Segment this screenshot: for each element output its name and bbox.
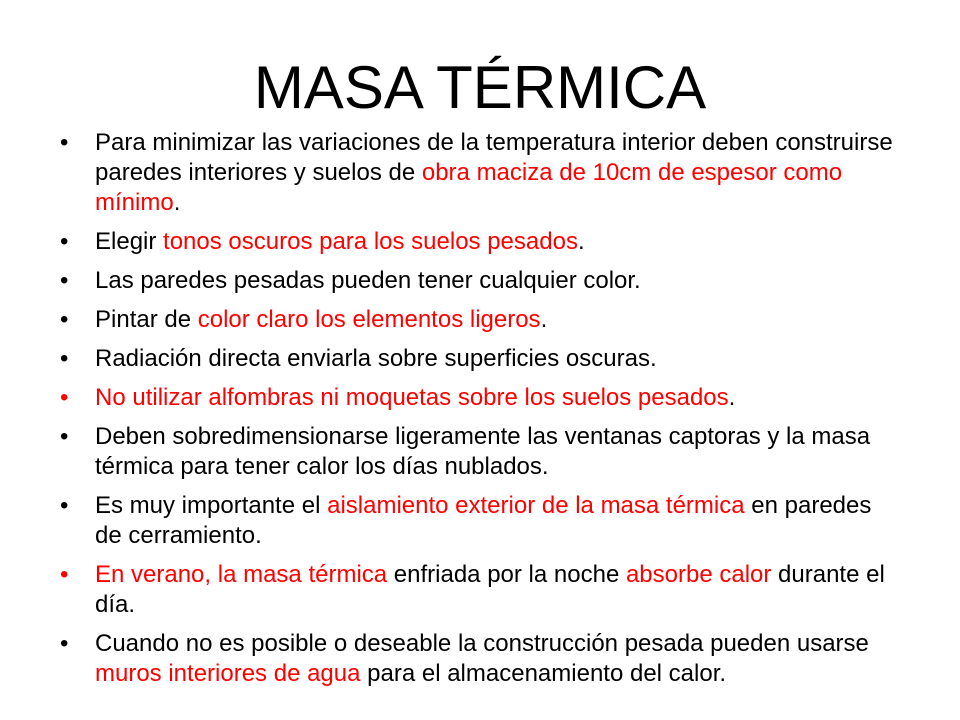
bullet-marker: • (60, 129, 69, 156)
bullet-item (60, 422, 900, 482)
body-text: . (173, 189, 181, 216)
bullet-marker: • (60, 306, 69, 333)
bullet-item (60, 629, 900, 689)
body-text: Elegir (95, 228, 164, 255)
bullet-item (60, 266, 900, 296)
bullet-marker: • (60, 345, 69, 372)
body-text: Radiación directa enviarla sobre superficies oscuras. (95, 345, 657, 372)
slide-title: MASA TÉRMICA (253, 54, 707, 121)
body-text: enfriada por la noche (387, 561, 626, 588)
highlighted-text: No utilizar alfombras ni moquetas sobre los suelos pesados (95, 384, 729, 411)
highlighted-text: muros interiores de agua (95, 660, 361, 687)
highlighted-text: obra maciza de 10cm de espesor como mínimo (95, 159, 843, 216)
bullet-marker: • (60, 267, 69, 294)
highlighted-text: absorbe calor (625, 561, 772, 588)
body-text: Cuando no es posible o deseable la construcción pesada pueden usarse (95, 630, 869, 657)
bullet-marker: • (60, 561, 69, 588)
body-text: Pintar de (95, 306, 198, 333)
highlighted-text: aislamiento exterior de la masa térmica (327, 492, 745, 519)
body-text: . (540, 306, 548, 333)
body-text: para el almacenamiento del calor. (360, 660, 727, 687)
body-text: Para minimizar las variaciones de la temperatura interior deben construirse paredes interiores y suelos de (95, 129, 893, 186)
body-text: en paredes de cerramiento. (95, 492, 872, 549)
body-text: Las paredes pesadas pueden tener cualquier color. (95, 267, 641, 294)
bullet-item (60, 491, 900, 551)
highlighted-text: tonos oscuros para los suelos pesados (163, 228, 578, 255)
body-text: durante el día. (95, 561, 885, 618)
body-text: . (728, 384, 736, 411)
bullet-item (60, 383, 900, 413)
bullet-list (60, 128, 900, 698)
bullet-item (60, 344, 900, 374)
bullet-marker: • (60, 228, 69, 255)
bullet-marker: • (60, 492, 69, 519)
body-text: Deben sobredimensionarse ligeramente las ventanas captoras y la masa térmica para tener calor los días nublados. (95, 423, 871, 480)
bullet-item (60, 128, 900, 218)
body-text: . (577, 228, 585, 255)
bullet-marker: • (60, 384, 69, 411)
bullet-item (60, 560, 900, 620)
highlighted-text: color claro los elementos ligeros (197, 306, 541, 333)
bullet-marker: • (60, 423, 69, 450)
bullet-marker: • (60, 630, 69, 657)
bullet-item (60, 305, 900, 335)
bullet-item (60, 227, 900, 257)
highlighted-text: En verano, la masa térmica (95, 561, 388, 588)
body-text: Es muy importante el (95, 492, 328, 519)
